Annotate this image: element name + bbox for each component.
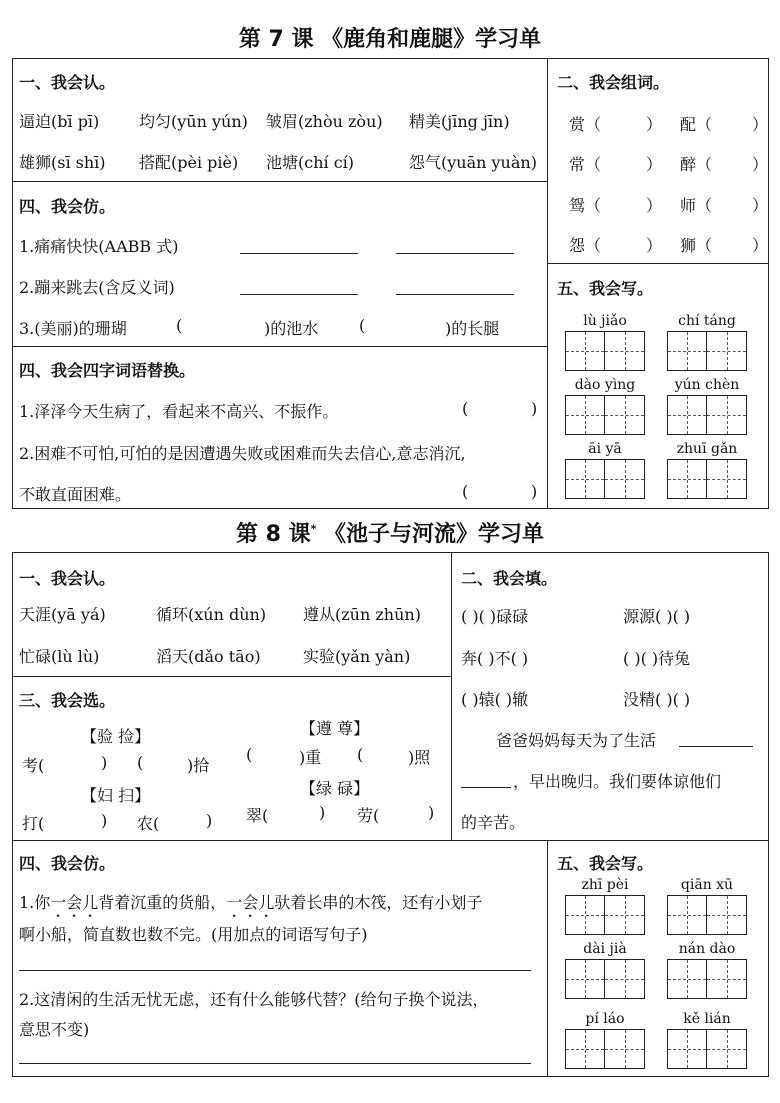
zuci-char: 醉（	[680, 155, 713, 174]
writing-grid[interactable]	[667, 895, 747, 935]
paren[interactable]: )	[319, 803, 326, 822]
paren[interactable]: )	[206, 811, 213, 830]
word-item: 池塘(chí cí)	[266, 153, 355, 172]
word-item: 搭配(pèi piè)	[139, 153, 239, 172]
question: 2.困难不可怕,可怕的是因遭遇失败或困难而失去信心,意志消沉,	[19, 444, 466, 463]
paren[interactable]: )	[101, 811, 108, 830]
word-item: 雄狮(sī shī)	[19, 153, 106, 172]
pinyin: qiān xū	[680, 877, 734, 893]
lesson8-title-name: 《池子与河流》学习单	[324, 522, 545, 547]
writing-grid[interactable]	[565, 395, 645, 435]
paren[interactable]: (	[137, 753, 144, 772]
zuci-close[interactable]: ）	[646, 196, 663, 215]
word-item: 忙碌(lù lù)	[19, 647, 100, 666]
question-text: 驮着长串的木筏，还有小划子	[274, 893, 483, 912]
pinyin: dài jià	[583, 941, 627, 957]
fill-item[interactable]: )拾	[187, 756, 210, 775]
fill-item[interactable]: 劳(	[357, 806, 380, 825]
paren[interactable]: (	[462, 482, 469, 501]
zuci-char: 赏（	[569, 115, 602, 134]
divider	[547, 840, 548, 1077]
pinyin: āi yā	[588, 441, 622, 457]
pinyin: yún chèn	[674, 377, 740, 393]
choice-group: 【绿 碌】	[300, 779, 370, 798]
pinyin: zhī pèi	[581, 877, 629, 893]
lesson8-title-num: 第 8 课	[235, 522, 311, 547]
question: )的长腿	[445, 319, 500, 338]
question	[19, 890, 482, 921]
zuci-close[interactable]: ）	[646, 115, 663, 134]
section-heading: 三、我会选。	[19, 691, 116, 710]
question: 3.(美丽)的珊瑚	[19, 319, 127, 338]
paragraph: ，早出晚归。我们要体谅他们	[513, 772, 722, 791]
divider	[12, 346, 548, 347]
question: 1.痛痛快快(AABB 式)	[19, 237, 179, 256]
section-heading: 五、我会写。	[557, 279, 654, 298]
answer-blank[interactable]	[240, 253, 358, 254]
choice-group: 【遵 尊】	[300, 719, 370, 738]
question: 2.这清闲的生活无忧无虑，还有什么能够代替？(给句子换个说法，	[19, 990, 489, 1009]
paren[interactable]: (	[359, 316, 366, 335]
divider	[12, 840, 769, 841]
answer-blank[interactable]	[461, 787, 511, 788]
writing-grid[interactable]	[667, 331, 747, 371]
section-heading: 四、我会仿。	[19, 854, 116, 873]
zuci-close[interactable]: ）	[752, 236, 769, 255]
pinyin: chí táng	[678, 313, 736, 329]
lesson7-divider	[547, 58, 548, 509]
fill-item[interactable]: 源源( )( )	[623, 607, 691, 626]
answer-blank[interactable]	[679, 746, 753, 747]
answer-blank[interactable]	[396, 294, 514, 295]
fill-item[interactable]: ( )( )待兔	[623, 649, 691, 668]
fill-item[interactable]: 奔( )不( )	[461, 649, 529, 668]
writing-grid[interactable]	[667, 1029, 747, 1069]
paren[interactable]: (	[357, 745, 364, 764]
writing-grid[interactable]	[565, 459, 645, 499]
word-item: 怨气(yuān yuàn)	[409, 153, 537, 172]
word-item: 精美(jīng jīn)	[409, 112, 510, 131]
word-item: 逼迫(bī pī)	[19, 112, 100, 131]
question: 1.泽泽今天生病了，看起来不高兴、不振作。	[19, 402, 339, 421]
question: 啊小船，简直数也数不完。(用加点的词语写句子)	[19, 925, 368, 944]
question-text: 1.你	[19, 893, 51, 912]
word-item: 遵从(zūn zhūn)	[303, 605, 421, 624]
section-heading: 四、我会仿。	[19, 197, 116, 216]
writing-grid[interactable]	[667, 459, 747, 499]
pinyin: dào yìng	[574, 377, 636, 393]
zuci-char: 狮（	[680, 236, 713, 255]
word-item: 循环(xún dùn)	[156, 605, 267, 624]
question: )的池水	[264, 319, 319, 338]
fill-item[interactable]: )照	[408, 748, 431, 767]
fill-item[interactable]: 农(	[137, 814, 160, 833]
zuci-char: 配（	[680, 115, 713, 134]
writing-grid[interactable]	[565, 959, 645, 999]
zuci-close[interactable]: ）	[752, 155, 769, 174]
answer-line[interactable]	[19, 970, 531, 971]
section-heading: 二、我会组词。	[557, 73, 670, 92]
writing-grid[interactable]	[565, 331, 645, 371]
word-item: 均匀(yūn yún)	[139, 112, 248, 131]
zuci-char: 师（	[680, 196, 713, 215]
section-heading: 二、我会填。	[461, 569, 558, 588]
choice-group: 【验 捡】	[81, 727, 151, 746]
zuci-close[interactable]: ）	[646, 236, 663, 255]
answer-blank[interactable]	[240, 294, 358, 295]
pinyin: nán dào	[678, 941, 736, 957]
answer-blank[interactable]	[396, 253, 514, 254]
paragraph: 爸爸妈妈每天为了生活	[496, 731, 657, 750]
pinyin: lù jiǎo	[583, 313, 627, 329]
lesson8-title	[0, 517, 780, 548]
paren[interactable]: (	[462, 399, 469, 418]
fill-item[interactable]: ( )辕( )辙	[461, 690, 529, 709]
question-text: 背着沉重的货船，	[98, 893, 227, 912]
answer-line[interactable]	[19, 1063, 531, 1064]
dotted-word: 一会儿	[226, 893, 275, 912]
zuci-char: 鸳（	[569, 196, 602, 215]
fill-item[interactable]: )重	[299, 748, 322, 767]
section-heading: 五、我会写。	[557, 854, 654, 873]
divider	[547, 263, 769, 264]
zuci-char: 常（	[569, 155, 602, 174]
question: 不敢直面困难。	[19, 485, 132, 504]
word-item: 滔天(dǎo tāo)	[156, 647, 261, 666]
fill-item[interactable]: 打(	[22, 814, 45, 833]
dotted-word: 一会儿	[50, 893, 99, 912]
question: 意思不变)	[19, 1020, 90, 1039]
zuci-close[interactable]: ）	[752, 115, 769, 134]
word-item: 皱眉(zhòu zòu)	[266, 112, 383, 131]
zuci-close[interactable]: ）	[646, 155, 663, 174]
word-item: 实验(yǎn yàn)	[303, 647, 411, 666]
divider	[12, 676, 452, 677]
writing-grid[interactable]	[565, 895, 645, 935]
optional-mark: *	[310, 522, 317, 536]
fill-item[interactable]: ( )( )碌碌	[461, 607, 529, 626]
pinyin: kě lián	[683, 1011, 731, 1027]
pinyin: zhuī gǎn	[676, 441, 738, 457]
fill-item[interactable]: 没精( )( )	[623, 690, 691, 709]
zuci-char: 怨（	[569, 236, 602, 255]
divider	[12, 181, 548, 182]
choice-group: 【妇 扫】	[81, 786, 151, 805]
section-heading: 一、我会认。	[19, 569, 116, 588]
lesson7-title: 第 7 课 《鹿角和鹿腿》学习单	[238, 27, 542, 52]
zuci-close[interactable]: ）	[752, 196, 769, 215]
section-heading: 四、我会四字词语替换。	[19, 361, 196, 380]
writing-grid[interactable]	[667, 959, 747, 999]
paren[interactable]: (	[246, 745, 253, 764]
pinyin: pí láo	[585, 1011, 625, 1027]
paren[interactable]: (	[176, 316, 183, 335]
writing-grid[interactable]	[667, 395, 747, 435]
paren[interactable]: )	[531, 399, 538, 418]
writing-grid[interactable]	[565, 1029, 645, 1069]
divider	[451, 552, 452, 841]
fill-item[interactable]: 考(	[22, 756, 45, 775]
section-heading: 一、我会认。	[19, 73, 116, 92]
paren[interactable]: )	[428, 803, 435, 822]
paragraph: 的辛苦。	[461, 813, 526, 832]
fill-item[interactable]: 翠(	[246, 806, 269, 825]
word-item: 天涯(yā yá)	[19, 605, 106, 624]
paren[interactable]: )	[531, 482, 538, 501]
question: 2.蹦来跳去(含反义词)	[19, 278, 175, 297]
paren[interactable]: )	[101, 753, 108, 772]
